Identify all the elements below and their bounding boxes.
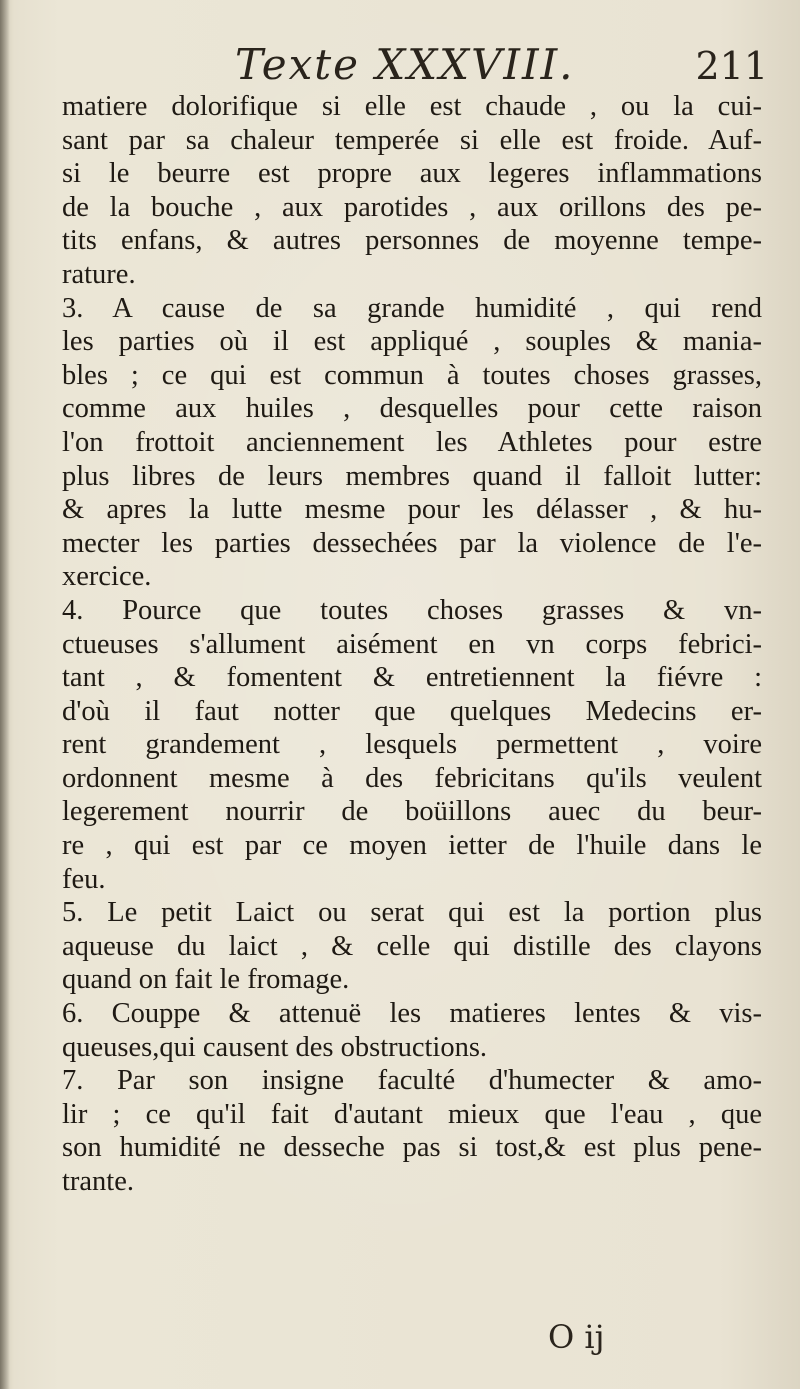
- signature-mark: O ij: [548, 1318, 605, 1356]
- text-line: comme aux huiles , desquelles pour cette raison: [62, 393, 762, 425]
- text-line: de la bouche , aux parotides , aux orillons des pe-: [62, 191, 762, 223]
- text-line: tits enfans, & autres personnes de moyenne tempe-: [62, 225, 762, 257]
- text-line: 4. Pource que toutes choses grasses & vn-: [62, 594, 762, 626]
- text-line: trante.: [62, 1166, 135, 1197]
- text-line: bles ; ce qui est commun à toutes choses grasses,: [62, 359, 762, 391]
- spine-shadow: [0, 0, 10, 1389]
- page-number: 211: [695, 44, 768, 88]
- text-line: 5. Le petit Laict ou serat qui est la portion plus: [62, 897, 762, 929]
- text-line: lir ; ce qu'il fait d'autant mieux que l'eau , que: [62, 1098, 762, 1130]
- text-line: legerement nourrir de boüillons auec du beur-: [62, 796, 762, 828]
- text-line: d'où il faut notter que quelques Medecins er-: [62, 695, 762, 727]
- text-line: les parties où il est appliqué , souples & mania-: [62, 326, 762, 358]
- text-line: plus libres de leurs membres quand il falloit lutter:: [62, 460, 762, 492]
- text-line: 3. A cause de sa grande humidité , qui rend: [62, 292, 762, 324]
- text-line: si le beurre est propre aux legeres inflammations: [62, 158, 762, 190]
- text-line: 6. Couppe & attenuë les matieres lentes & vis-: [62, 998, 762, 1030]
- text-line: son humidité ne desseche pas si tost,& est plus pene-: [62, 1132, 762, 1164]
- text-line: tant , & fomentent & entretiennent la fiévre :: [62, 662, 762, 694]
- text-line: sant par sa chaleur temperée si elle est froide. Auf-: [62, 124, 762, 156]
- text-line: feu.: [62, 863, 106, 895]
- running-title: Texte XXXVIII.: [235, 40, 575, 89]
- text-line: re , qui est par ce moyen ietter de l'huile dans le: [62, 830, 762, 862]
- text-line: mecter les parties dessechées par la violence de l'e-: [62, 527, 762, 559]
- text-line: aqueuse du laict , & celle qui distille des clayons: [62, 930, 762, 962]
- text-line: rature.: [62, 258, 136, 290]
- body-text: [62, 90, 762, 1199]
- text-line: 7. Par son insigne faculté d'humecter & amo-: [62, 1065, 762, 1097]
- text-line: xercice.: [62, 561, 152, 593]
- text-line: matiere dolorifique si elle est chaude , ou la cui-: [62, 91, 762, 122]
- text-line: l'on frottoit anciennement les Athletes pour estre: [62, 426, 762, 458]
- text-line: ctueuses s'allument aisément en vn corps febrici-: [62, 628, 762, 660]
- text-line: ordonnent mesme à des febricitans qu'ils veulent: [62, 762, 762, 794]
- text-line: rent grandement , lesquels permettent , voire: [62, 729, 762, 761]
- text-line: & apres la lutte mesme pour les délasser , & hu-: [62, 494, 762, 526]
- text-line: quand on fait le fromage.: [62, 964, 350, 996]
- text-line: queuses,qui causent des obstructions.: [62, 1031, 488, 1063]
